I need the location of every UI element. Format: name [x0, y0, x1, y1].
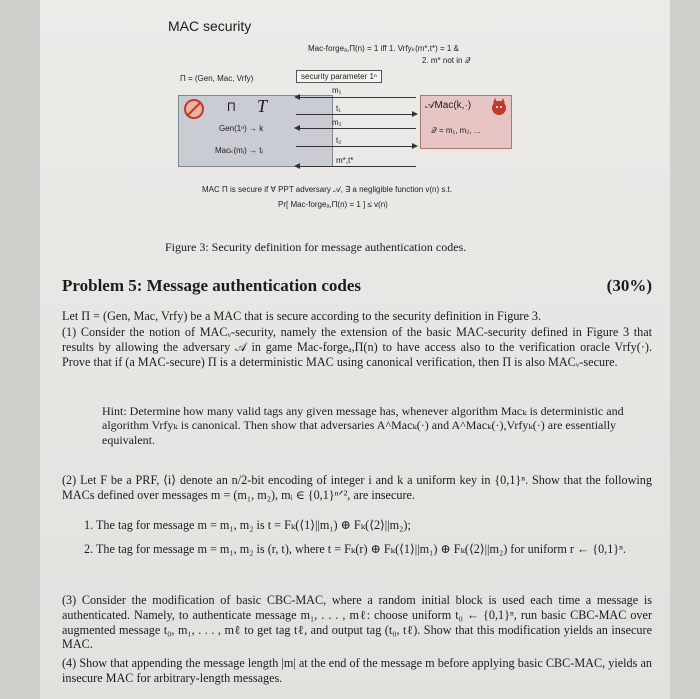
problem-points: (30%): [606, 276, 652, 295]
part-4: (4) Show that appending the message length |m| at the end of the message m before applying basic CBC-MAC, yields an insecure MAC for arbitrary-length messages.: [62, 656, 652, 685]
arrow-label-t1: t₁: [336, 104, 341, 113]
problem-heading: [62, 276, 652, 296]
arrow-m1: [296, 97, 416, 98]
figure-title: MAC security: [168, 18, 252, 34]
problem-intro: Let Π = (Gen, Mac, Vrfy) be a MAC that is secure according to the security definition in Figure 3.: [62, 309, 542, 323]
security-parameter-box: security parameter 1ⁿ: [296, 70, 382, 83]
arrow-m2: [296, 128, 416, 129]
problem-title: Problem 5: Message authentication codes: [62, 276, 362, 295]
query-set: 𝒬 = m₁, m₂, ...: [431, 126, 481, 135]
game-definition-line-1: Mac-forgeₐ,Π(n) = 1 iff 1. Vrfyₖ(m*,t*) = 1 &: [308, 44, 459, 53]
arrow-label-forgery: m*,t*: [336, 156, 354, 165]
adversary-label: 𝒜Mac(k,·): [425, 100, 472, 111]
definition-line-1: MAC Π is secure if ∀ PPT adversary 𝒜, ∃ a negligible function v(n) s.t.: [202, 185, 453, 194]
mac-line: Macₖ(mᵢ) → tᵢ: [215, 146, 263, 155]
pi-symbol: Π: [227, 100, 236, 114]
part-2: (2) Let F be a PRF, ⟨i⟩ denote an n/2-bit encoding of integer i and k a uniform key in {0,1}ⁿ. Show that the following MACs defined over messages m = (m₁, m₂), mᵢ ∈ {0,1}ⁿᐟ², are insecure.: [62, 473, 652, 502]
adversary-box: [420, 95, 512, 149]
arrow-label-m1: m₁: [332, 86, 342, 95]
arrow-forgery: [296, 166, 416, 167]
figure-caption: Figure 3: Security definition for message authentication codes.: [165, 240, 467, 254]
document-page: [40, 0, 670, 699]
definition-line-2: Pr[ Mac-forgeₐ,Π(n) = 1 ] ≤ v(n): [278, 200, 388, 209]
game-definition-line-2: 2. m* not in 𝒬: [422, 56, 471, 65]
part-3: (3) Consider the modification of basic CBC-MAC, where a random initial block is used each time a message is authenticated. Namely, to authenticate message m₁, . . . , mℓ: choose uniform t₀ ← {0,1}ⁿ, run basic CBC-MAC over augmented message t₀, m₁, . . . , mℓ to get tag tℓ, and output tag (t₀, tℓ). Show that this modification yields an insecure MAC.: [62, 593, 652, 652]
part-2-item-1: 1. The tag for message m = m₁, m₂ is t = Fₖ(⟨1⟩||m₁) ⊕ Fₖ(⟨2⟩||m₂);: [84, 518, 411, 532]
hint-paragraph: Hint: Determine how many valid tags any given message has, whenever algorithm Macₖ is deterministic and algorithm Vrfyₖ is canonical. Then show that adversaries A^Macₖ(·) and A^Macₖ(·),Vrfyₖ(·) are essentially equivalent.: [102, 404, 624, 447]
gen-line: Gen(1ⁿ) → k: [219, 124, 264, 133]
arrow-label-m2: m₂: [332, 118, 342, 127]
forbidden-icon: [183, 98, 205, 120]
challenger-symbol: T: [257, 96, 268, 116]
part-2-item-2: 2. The tag for message m = m₁, m₂ is (r, t), where t = Fₖ(r) ⊕ Fₖ(⟨1⟩||m₁) ⊕ Fₖ(⟨2⟩||m₂) for uniform r ← {0,1}ⁿ.: [84, 542, 627, 556]
devil-icon: [489, 97, 509, 117]
arrow-t2: [296, 146, 416, 147]
arrow-label-t2: t₂: [336, 136, 342, 145]
scheme-label: Π = (Gen, Mac, Vrfy): [180, 74, 254, 83]
part-1: (1) Consider the notion of MACᵥ-security, namely the extension of the basic MAC-security defined in Figure 3 that results by allowing the adversary 𝒜 in game Mac-forgeₐ,Π(n) to have access also to the verification oracle Vrfy(·). Prove that if (a MAC-secure) Π is a deterministic MAC using canonical verification, then Π is also MACᵥ-secure.: [62, 325, 652, 369]
challenger-box: [178, 95, 333, 167]
arrow-t1: [296, 114, 416, 115]
